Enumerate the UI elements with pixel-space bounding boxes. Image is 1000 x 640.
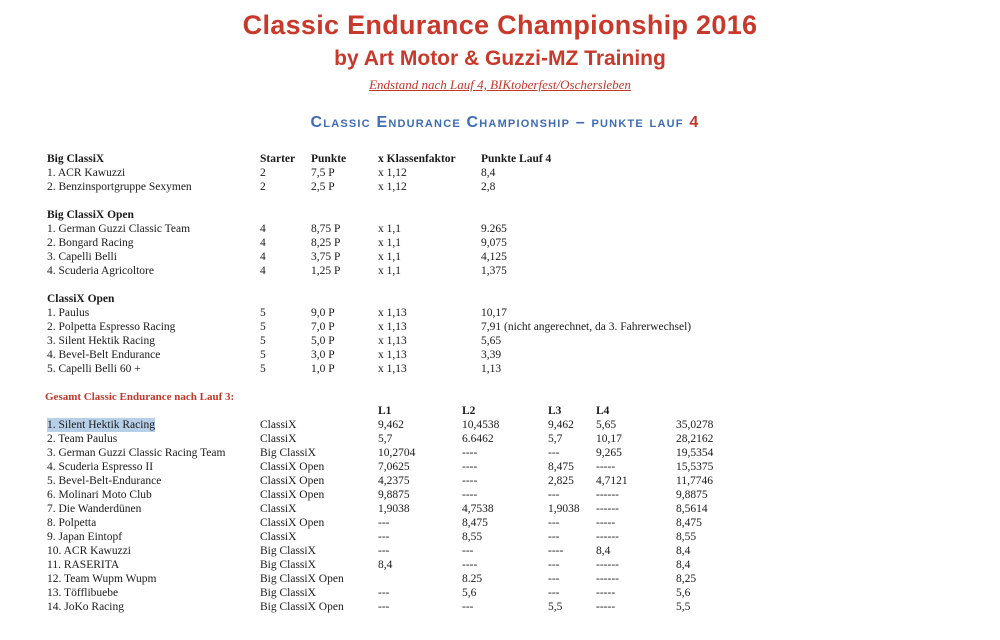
race-points: 9,462 (378, 419, 404, 431)
race-points: 5,6 (462, 587, 477, 599)
table-cell: 3,75 P (311, 251, 341, 263)
table-cell: 5,65 (481, 335, 502, 347)
race-points: ---- (548, 545, 564, 557)
table-cell: 1,25 P (311, 265, 341, 277)
race-points: 9,462 (548, 419, 574, 431)
team-name: 2. Bongard Racing (47, 237, 134, 249)
class-name: Big ClassiX Open (260, 573, 344, 585)
race-points: --- (548, 517, 560, 529)
table-cell: 8,4 (481, 167, 496, 179)
table-cell: x 1,1 (378, 265, 401, 277)
total-points: 15,5375 (676, 461, 714, 473)
race-points: 5,65 (596, 419, 617, 431)
team-name: 1. Silent Hektik Racing (47, 419, 155, 431)
team-name: 11. RASERITA (47, 559, 120, 571)
race-points: ---- (462, 559, 478, 571)
race-points: 5,7 (378, 433, 393, 445)
team-name: 7. Die Wanderdünen (47, 503, 142, 515)
race-points: --- (548, 447, 560, 459)
table-cell: 1,0 P (311, 363, 335, 375)
total-points: 8,25 (676, 573, 697, 585)
class-group-title: Big ClassiX Open (47, 209, 134, 221)
team-name: 4. Bevel-Belt Endurance (47, 349, 161, 361)
race-points: ----- (596, 461, 616, 473)
race-points: 5,5 (548, 601, 563, 613)
overall-column-header: L2 (462, 405, 476, 417)
race-points: 4,2375 (378, 475, 410, 487)
team-name: 12. Team Wupm Wupm (47, 573, 157, 585)
team-name: 1. German Guzzi Classic Team (47, 223, 191, 235)
race-points: 10,17 (596, 433, 622, 445)
class-name: Big ClassiX (260, 559, 316, 571)
race-points: --- (378, 531, 390, 543)
team-name: 2. Benzinsportgruppe Sexymen (47, 181, 192, 193)
team-name: 9. Japan Eintopf (47, 531, 123, 543)
race-points: 9,265 (596, 447, 622, 459)
team-name: 4. Scuderia Agricoltore (47, 265, 154, 277)
team-name: 2. Team Paulus (47, 433, 118, 445)
class-name: ClassiX Open (260, 517, 325, 529)
total-points: 8,4 (676, 545, 691, 557)
team-name: 13. Töfflibuebe (47, 587, 119, 599)
total-points: 5,6 (676, 587, 691, 599)
table-cell: 5 (260, 307, 266, 319)
points-column-header: x Klassenfaktor (378, 153, 456, 165)
team-name: 8. Polpetta (47, 517, 97, 529)
race-points: 8.25 (462, 573, 483, 585)
total-points: 5,5 (676, 601, 691, 613)
table-cell: 5 (260, 363, 266, 375)
table-cell: 9.265 (481, 223, 507, 235)
table-cell: 8,75 P (311, 223, 341, 235)
team-name: 3. German Guzzi Classic Racing Team (47, 447, 226, 459)
table-cell: 4,125 (481, 251, 507, 263)
table-cell: 4 (260, 265, 266, 277)
overall-column-header: L4 (596, 405, 610, 417)
table-cell: 1,375 (481, 265, 507, 277)
points-column-header: Punkte (311, 153, 347, 165)
table-cell: 7,0 P (311, 321, 335, 333)
race-points: --- (378, 545, 390, 557)
total-points: 9,8875 (676, 489, 708, 501)
team-name: 3. Silent Hektik Racing (47, 335, 155, 347)
document-subtitle: by Art Motor & Guzzi-MZ Training (334, 47, 666, 70)
section-title-text: Classic Endurance Championship – punkte lauf (310, 114, 690, 131)
document-title: Classic Endurance Championship 2016 (242, 10, 758, 40)
team-name: 6. Molinari Moto Club (47, 489, 152, 501)
total-points: 19,5354 (676, 447, 714, 459)
race-points: --- (548, 489, 560, 501)
table-cell: 4 (260, 237, 266, 249)
table-cell: 10,17 (481, 307, 507, 319)
section-title (0, 114, 1000, 132)
points-column-header: Starter (260, 153, 296, 165)
class-name: ClassiX (260, 531, 297, 543)
total-points: 28,2162 (676, 433, 714, 445)
team-name: 5. Capelli Belli 60 + (47, 363, 141, 375)
total-points: 8,55 (676, 531, 697, 543)
race-points: 1,9038 (378, 503, 410, 515)
total-points: 8,475 (676, 517, 702, 529)
table-cell: x 1,13 (378, 349, 407, 361)
table-cell: 7,5 P (311, 167, 335, 179)
race-points: --- (548, 531, 560, 543)
race-points: ---- (462, 447, 478, 459)
race-points: ------ (596, 573, 619, 585)
race-points: ------ (596, 489, 619, 501)
race-points: 8,475 (548, 461, 574, 473)
team-name: 10. ACR Kawuzzi (47, 545, 132, 557)
team-name: 3. Capelli Belli (47, 251, 117, 263)
table-cell: x 1,12 (378, 167, 407, 179)
table-cell: 2,8 (481, 181, 496, 193)
race-points: --- (548, 587, 560, 599)
table-cell: 7,91 (nicht angerechnet, da 3. Fahrerwechsel) (481, 321, 692, 333)
race-points: 4,7538 (462, 503, 494, 515)
race-points: 5,7 (548, 433, 563, 445)
table-cell: 1,13 (481, 363, 502, 375)
table-cell: 3,0 P (311, 349, 335, 361)
race-points: --- (548, 573, 560, 585)
table-cell: x 1,1 (378, 223, 401, 235)
table-cell: x 1,13 (378, 307, 407, 319)
table-cell: x 1,13 (378, 321, 407, 333)
team-name: 14. JoKo Racing (47, 601, 124, 613)
section-title-number: 4 (689, 114, 700, 131)
class-name: ClassiX (260, 503, 297, 515)
team-name: 4. Scuderia Espresso II (47, 461, 154, 473)
table-cell: 5 (260, 335, 266, 347)
table-cell: 4 (260, 223, 266, 235)
table-cell: x 1,1 (378, 237, 401, 249)
race-points: ------ (596, 559, 619, 571)
status-line: Endstand nach Lauf 4, BIKtoberfest/Oschersleben (369, 77, 631, 92)
class-group-title: Big ClassiX (47, 153, 105, 165)
race-points: 10,2704 (378, 447, 416, 459)
total-points: 8,5614 (676, 503, 708, 515)
race-points: ----- (596, 517, 616, 529)
table-cell: 3,39 (481, 349, 502, 361)
race-points: 2,825 (548, 475, 574, 487)
race-points: ----- (596, 601, 616, 613)
table-cell: 5 (260, 321, 266, 333)
table-cell: x 1,12 (378, 181, 407, 193)
table-cell: 2,5 P (311, 181, 335, 193)
race-points: ----- (596, 587, 616, 599)
table-cell: 2 (260, 167, 266, 179)
table-cell: x 1,1 (378, 251, 401, 263)
race-points: ---- (462, 461, 478, 473)
class-name: Big ClassiX (260, 447, 316, 459)
class-name: ClassiX Open (260, 461, 325, 473)
race-points: --- (462, 601, 474, 613)
race-points: --- (378, 587, 390, 599)
race-points: ---- (462, 489, 478, 501)
team-name: 1. Paulus (47, 307, 90, 319)
total-points: 8,4 (676, 559, 691, 571)
overall-column-header: L3 (548, 405, 562, 417)
team-name: 5. Bevel-Belt-Endurance (47, 475, 162, 487)
points-column-header: Punkte Lauf 4 (481, 153, 552, 165)
total-points: 35,0278 (676, 419, 714, 431)
race-points: 8,4 (596, 545, 611, 557)
table-cell: x 1,13 (378, 335, 407, 347)
race-points: --- (378, 517, 390, 529)
race-points: ---- (462, 475, 478, 487)
overall-column-header: L1 (378, 405, 392, 417)
class-name: ClassiX Open (260, 489, 325, 501)
team-name: 1. ACR Kawuzzi (47, 167, 126, 179)
class-name: ClassiX Open (260, 475, 325, 487)
total-points: 11,7746 (676, 475, 713, 487)
table-cell: 8,25 P (311, 237, 341, 249)
race-points: --- (548, 559, 560, 571)
table-cell: 9,0 P (311, 307, 335, 319)
class-name: Big ClassiX Open (260, 601, 344, 613)
race-points: 8,55 (462, 531, 483, 543)
table-cell: 2 (260, 181, 266, 193)
race-points: ------ (596, 531, 619, 543)
race-points: --- (462, 545, 474, 557)
race-points: 10,4538 (462, 419, 500, 431)
race-points: 9,8875 (378, 489, 410, 501)
table-cell: 5 (260, 349, 266, 361)
overall-heading: Gesamt Classic Endurance nach Lauf 3: (45, 391, 235, 403)
class-name: ClassiX (260, 419, 297, 431)
race-points: 7,0625 (378, 461, 410, 473)
table-cell: x 1,13 (378, 363, 407, 375)
class-group-title: ClassiX Open (47, 293, 115, 305)
table-cell: 4 (260, 251, 266, 263)
race-points: 4,7121 (596, 475, 628, 487)
table-cell: 5,0 P (311, 335, 335, 347)
race-points: --- (378, 601, 390, 613)
race-points: ------ (596, 503, 619, 515)
race-points: 1,9038 (548, 503, 580, 515)
race-points: 6.6462 (462, 433, 494, 445)
table-cell: 9,075 (481, 237, 507, 249)
class-name: Big ClassiX (260, 545, 316, 557)
team-name: 2. Polpetta Espresso Racing (47, 321, 176, 333)
race-points: 8,4 (378, 559, 393, 571)
class-name: Big ClassiX (260, 587, 316, 599)
class-name: ClassiX (260, 433, 297, 445)
race-points: 8,475 (462, 517, 488, 529)
